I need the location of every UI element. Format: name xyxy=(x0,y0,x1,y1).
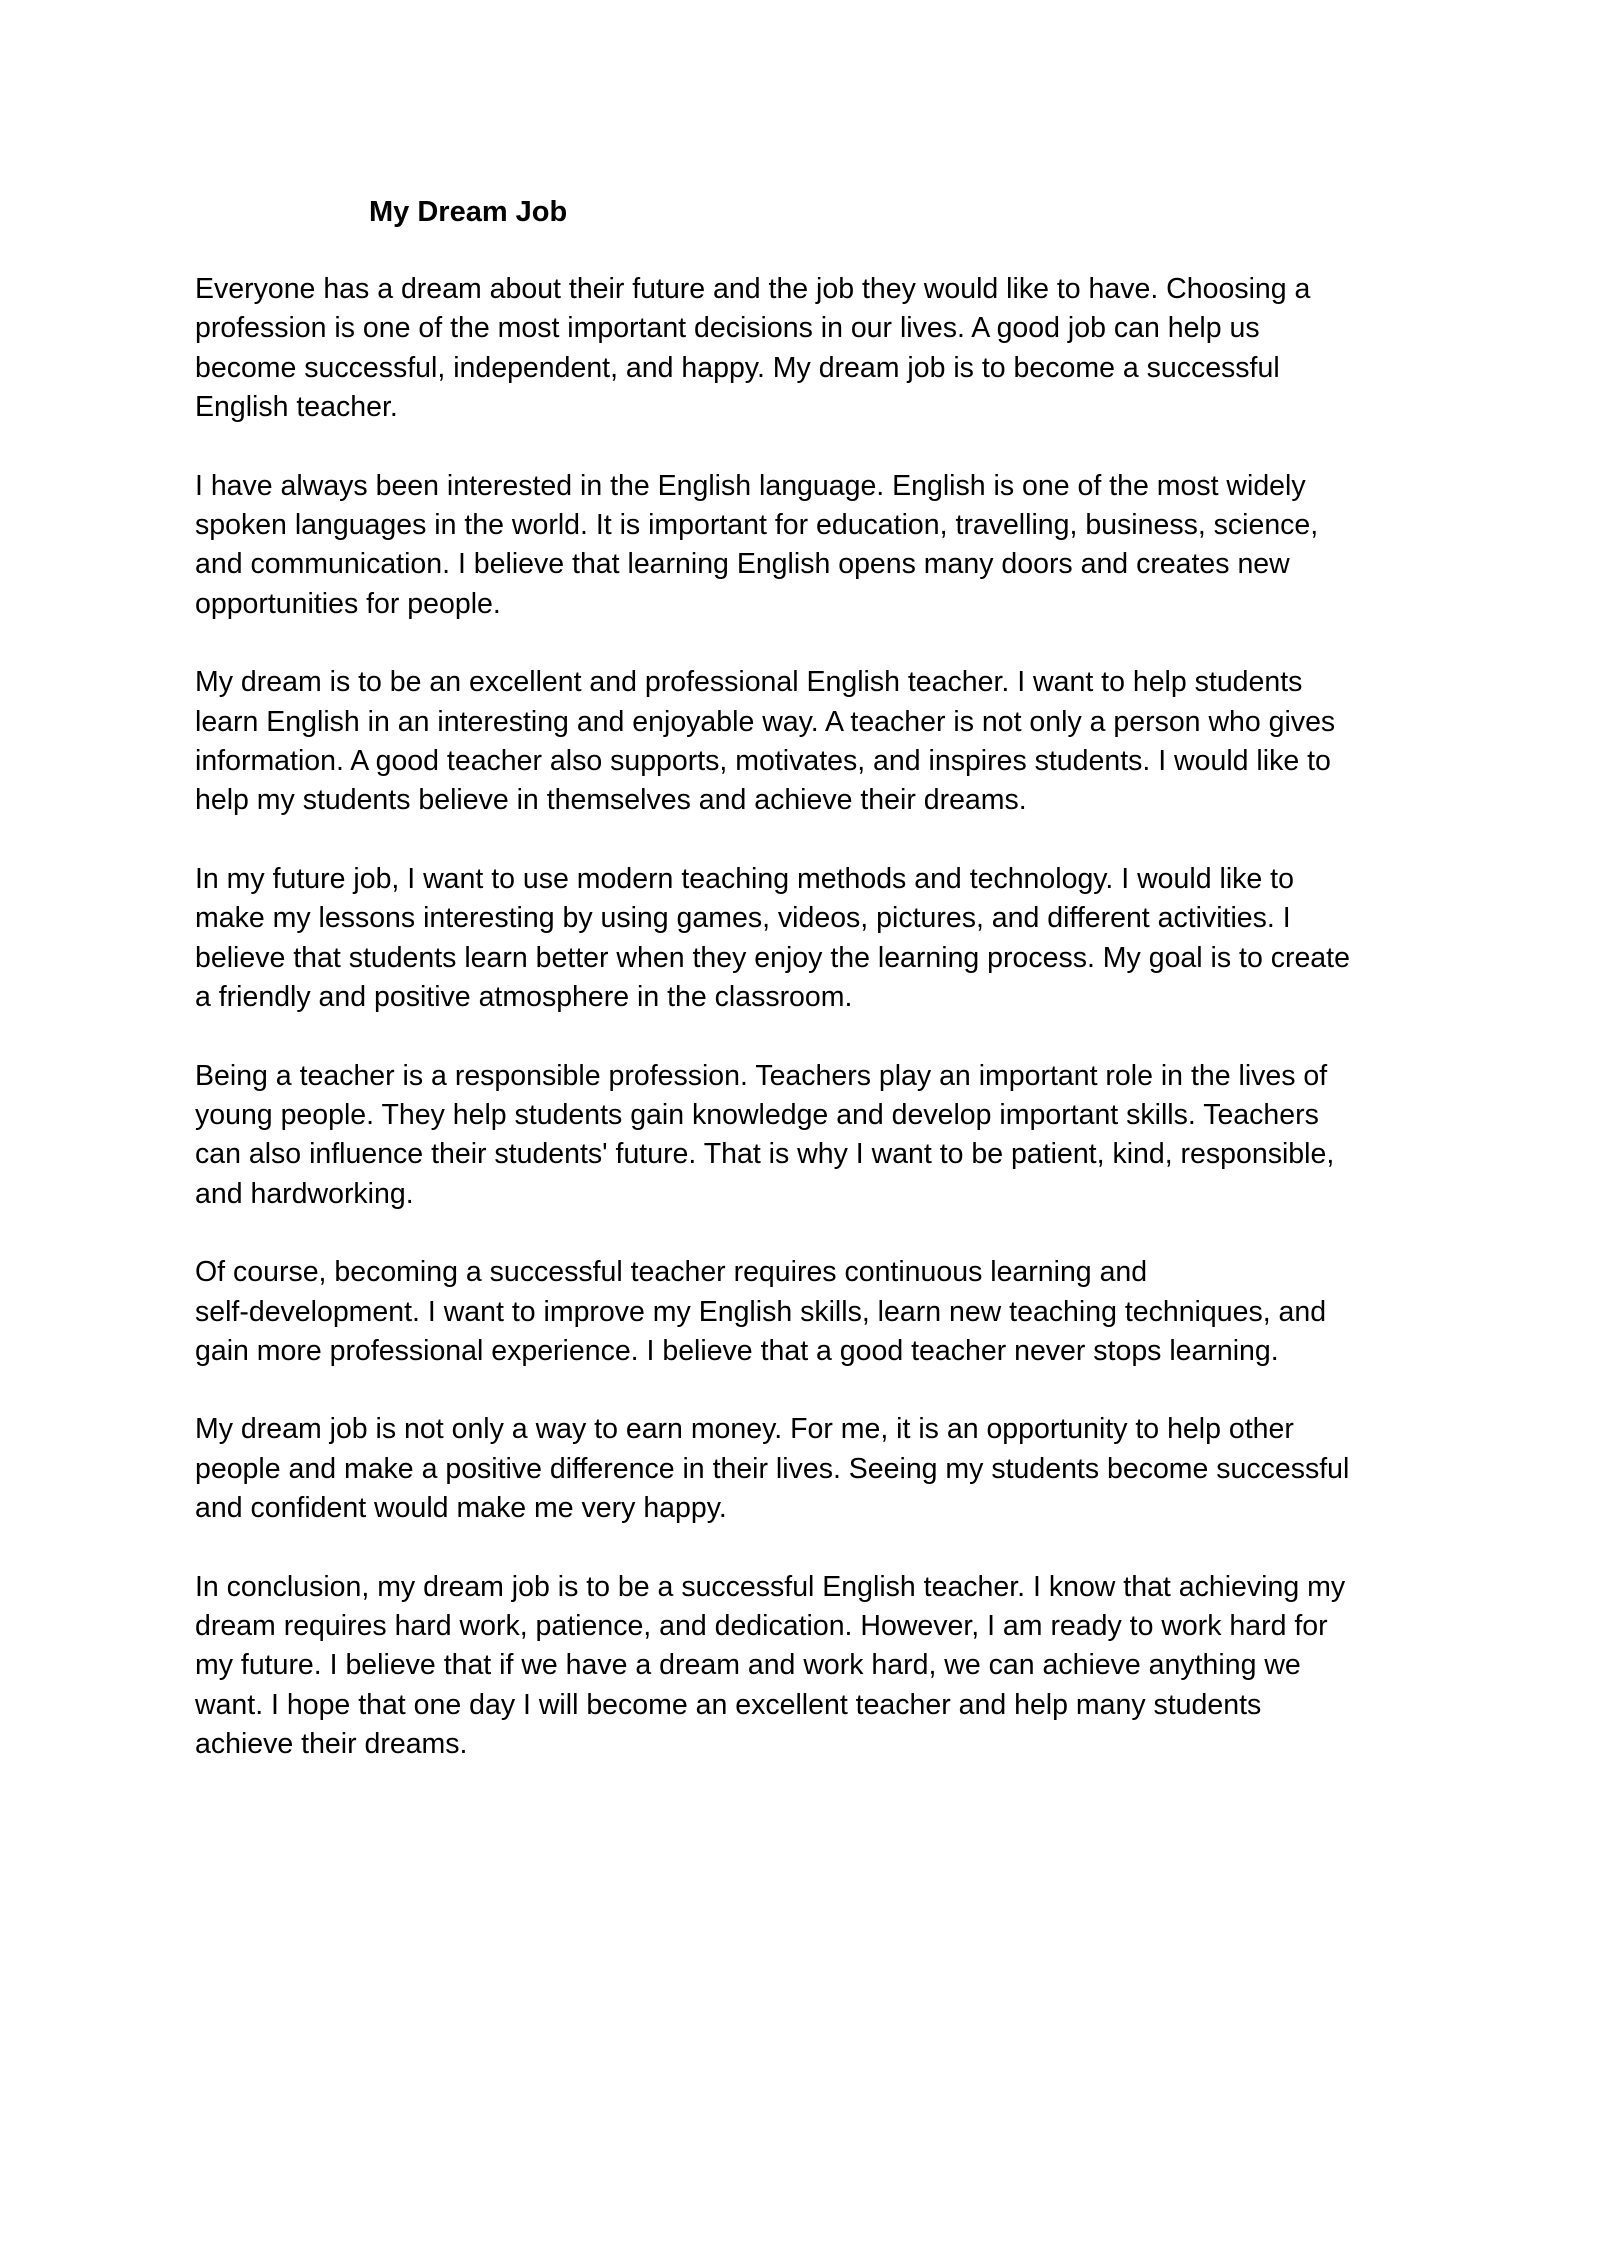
text-line: In my future job, I want to use modern teaching methods and technology. I would like to xyxy=(195,862,1294,895)
text-line: dream requires hard work, patience, and dedication. However, I am ready to work hard for xyxy=(195,1609,1328,1642)
text-line: can also influence their students' future. That is why I want to be patient, kind, responsible, xyxy=(195,1138,1335,1171)
document-body xyxy=(195,270,1425,1804)
paragraph xyxy=(195,1410,1425,1528)
text-line: gain more professional experience. I believe that a good teacher never stops learning. xyxy=(195,1334,1279,1367)
page-title: My Dream Job xyxy=(369,196,568,228)
text-line: my future. I believe that if we have a dream and work hard, we can achieve anything we xyxy=(195,1649,1301,1682)
text-line: English teacher. xyxy=(195,391,398,424)
text-line: Of course, becoming a successful teacher requires continuous learning and xyxy=(195,1256,1148,1289)
text-line: I have always been interested in the English language. English is one of the most widely xyxy=(195,469,1306,502)
text-line: opportunities for people. xyxy=(195,587,501,620)
text-line: people and make a positive difference in their lives. Seeing my students become successful xyxy=(195,1452,1350,1485)
text-line: Being a teacher is a responsible profession. Teachers play an important role in the lives of xyxy=(195,1059,1328,1092)
text-line: and confident would make me very happy. xyxy=(195,1492,727,1525)
text-line: information. A good teacher also supports, motivates, and inspires students. I would like to xyxy=(195,745,1331,778)
text-line: and hardworking. xyxy=(195,1177,414,1210)
paragraph xyxy=(195,860,1425,1018)
text-line: want. I hope that one day I will become an excellent teacher and help many students xyxy=(195,1688,1262,1721)
paragraph xyxy=(195,270,1425,428)
text-line: become successful, independent, and happy. My dream job is to become a successful xyxy=(195,351,1280,384)
text-line: a friendly and positive atmosphere in the classroom. xyxy=(195,981,853,1014)
text-line: learn English in an interesting and enjoyable way. A teacher is not only a person who gives xyxy=(195,705,1336,738)
text-line: young people. They help students gain knowledge and develop important skills. Teachers xyxy=(195,1098,1319,1131)
text-line: In conclusion, my dream job is to be a successful English teacher. I know that achieving my xyxy=(195,1570,1346,1603)
paragraph xyxy=(195,663,1425,821)
paragraph xyxy=(195,1568,1425,1765)
text-line: spoken languages in the world. It is important for education, travelling, business, science, xyxy=(195,509,1319,542)
paragraph xyxy=(195,1253,1425,1371)
paragraph xyxy=(195,1057,1425,1215)
text-line: My dream job is not only a way to earn money. For me, it is an opportunity to help other xyxy=(195,1413,1294,1446)
text-line: help my students believe in themselves and achieve their dreams. xyxy=(195,784,1027,817)
text-line: self-development. I want to improve my English skills, learn new teaching techniques, and xyxy=(195,1295,1327,1328)
text-line: My dream is to be an excellent and professional English teacher. I want to help students xyxy=(195,666,1303,699)
text-line: profession is one of the most important decisions in our lives. A good job can help us xyxy=(195,312,1260,345)
text-line: make my lessons interesting by using games, videos, pictures, and different activities. I xyxy=(195,902,1291,935)
text-line: and communication. I believe that learning English opens many doors and creates new xyxy=(195,548,1290,581)
text-line: Everyone has a dream about their future and the job they would like to have. Choosing a xyxy=(195,273,1311,305)
text-line: believe that students learn better when they enjoy the learning process. My goal is to create xyxy=(195,941,1350,974)
paragraph xyxy=(195,467,1425,625)
text-line: achieve their dreams. xyxy=(195,1728,468,1761)
